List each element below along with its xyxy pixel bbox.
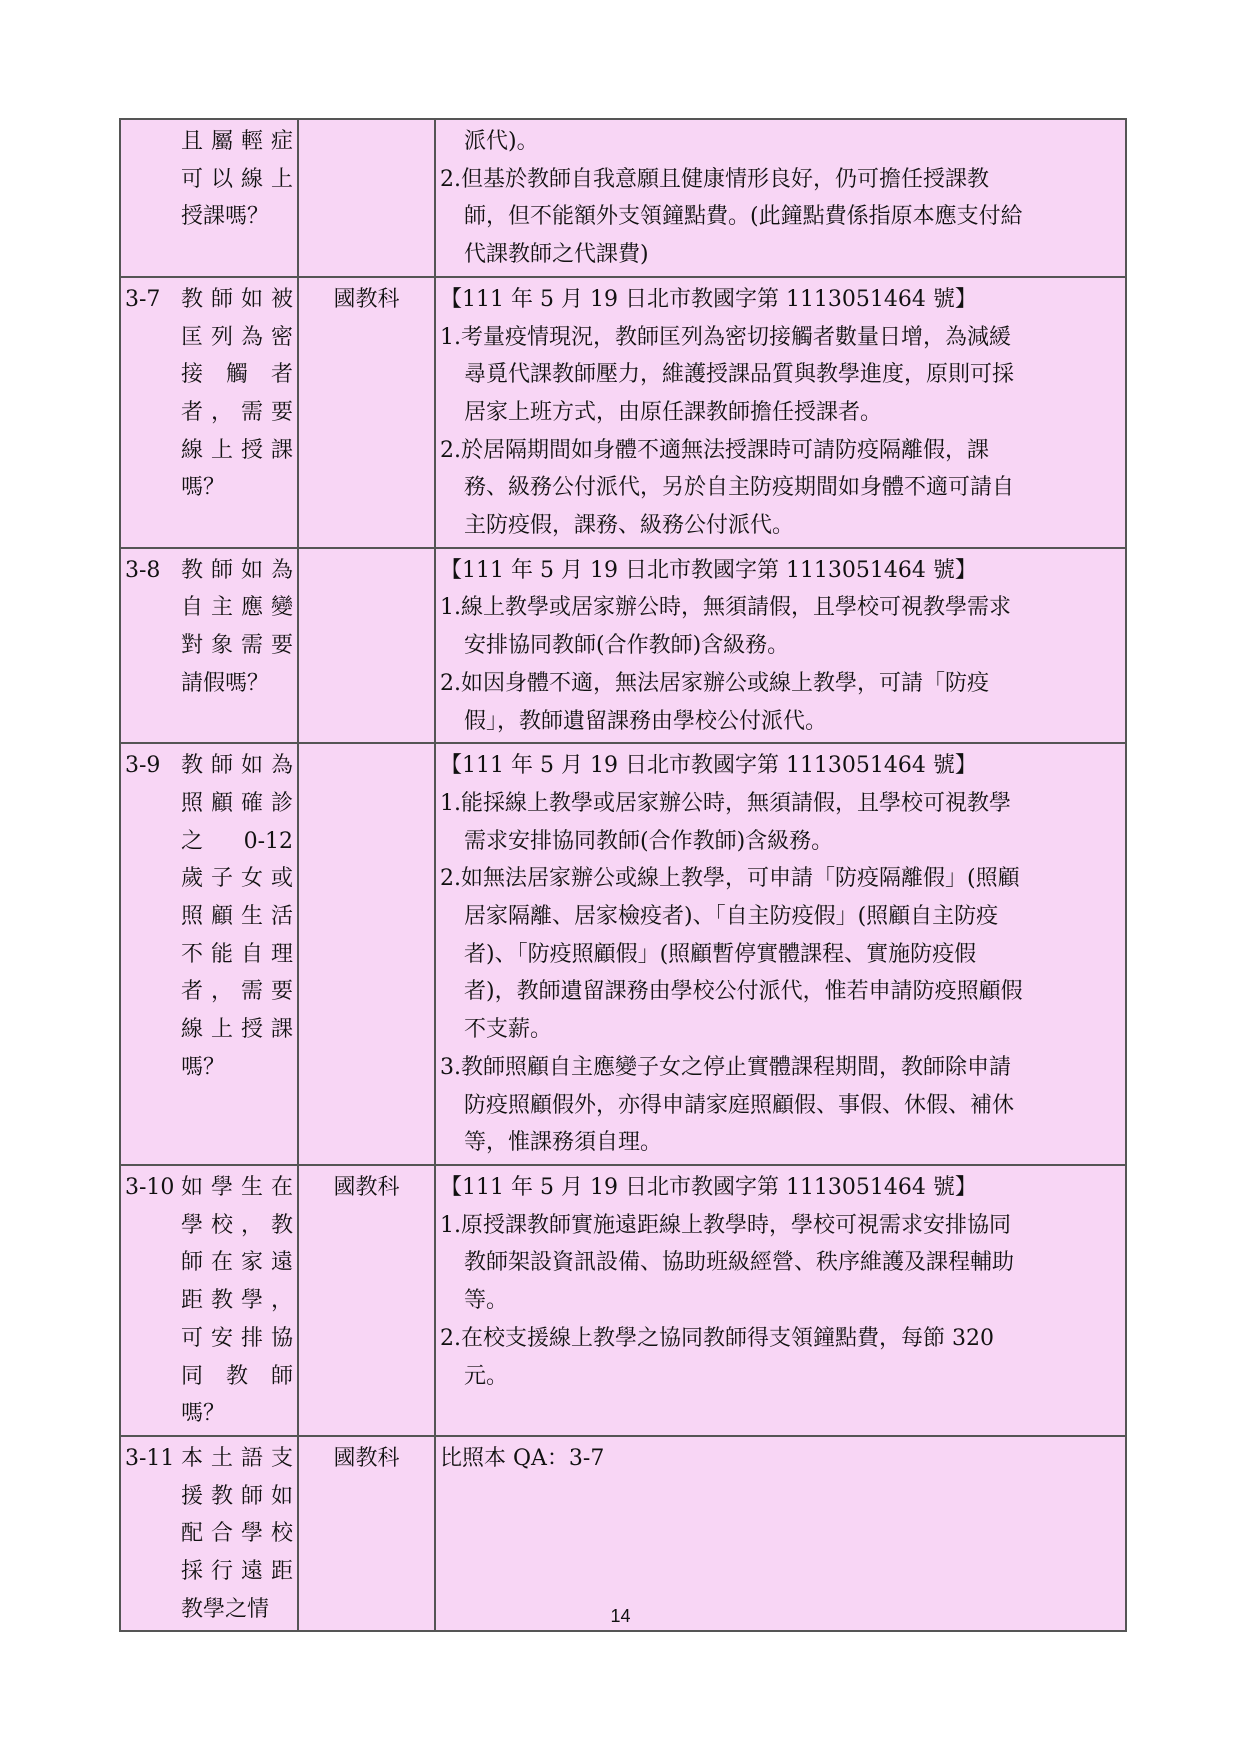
answer-line: 等。	[464, 1288, 509, 1314]
question-id: 3-9	[125, 753, 161, 779]
question-line: 授課嗎？	[181, 204, 270, 230]
answer-line: 2.在校支援線上教學之協同教師得支領鐘點費，每節 320	[440, 1325, 994, 1351]
unit-cell: 國教科	[298, 1436, 435, 1632]
answer-line: 教師架設資訊設備、協助班級經營、秩序維護及課程輔助	[464, 1250, 1015, 1276]
answer-line: 1.能採線上教學或居家辦公時，無須請假，且學校可視教學	[440, 790, 1011, 816]
unit-cell: 國教科	[298, 277, 435, 548]
answer-line: 者)、「防疫照顧假」(照顧暫停實體課程、實施防疫假	[464, 941, 977, 967]
page-number: 14	[610, 1606, 631, 1626]
question-id: 3-7	[125, 286, 161, 312]
qa-row	[120, 1165, 1126, 1436]
question-line: 教師如為	[181, 753, 293, 779]
question-cell	[120, 1165, 298, 1436]
question-line: 可安排協	[181, 1325, 293, 1351]
answer-line: 2.於居隔期間如身體不適無法授課時可請防疫隔離假，課	[440, 437, 989, 463]
answer-line: 1.考量疫情現況，教師匡列為密切接觸者數量日增，為減緩	[440, 324, 1011, 350]
question-line: 教師如被	[181, 286, 293, 312]
question-cell	[120, 277, 298, 548]
answer-line: 【111 年 5 月 19 日北市教國字第 1113051464 號】	[440, 286, 977, 312]
answer-line: 3.教師照顧自主應變子女之停止實體課程期間，教師除申請	[440, 1054, 1011, 1080]
question-line: 不能自理	[181, 941, 293, 967]
answer-line: 師，但不能額外支領鐘點費。(此鐘點費係指原本應支付給	[464, 204, 1023, 230]
question-line: 教師如為	[181, 557, 293, 583]
question-line: 師在家遠	[181, 1250, 293, 1276]
answer-cell	[435, 119, 1126, 277]
question-text	[181, 1440, 293, 1629]
answer-line: 2.但基於教師自我意願且健康情形良好，仍可擔任授課教	[440, 166, 989, 192]
question-line: 同 教 師	[181, 1363, 293, 1389]
question-line: 採行遠距	[181, 1559, 293, 1585]
answer-line: 居家上班方式，由原任課教師擔任授課者。	[464, 399, 883, 425]
question-line: 照顧生活	[181, 904, 293, 930]
answer-cell	[435, 1165, 1126, 1436]
question-line: 匡列為密	[181, 324, 293, 350]
question-line: 如學生在	[181, 1174, 293, 1200]
question-line: 本土語支	[181, 1445, 293, 1471]
question-text	[181, 123, 293, 236]
question-line: 援教師如	[181, 1483, 293, 1509]
qa-row	[120, 1436, 1126, 1632]
question-line: 距教學，	[181, 1288, 293, 1314]
question-text	[181, 1169, 293, 1433]
unit-cell	[298, 119, 435, 277]
question-line: 可以線上	[181, 166, 293, 192]
answer-line: 不支薪。	[464, 1017, 553, 1043]
question-line: 且屬輕症	[181, 129, 293, 154]
answer-line: 2.如無法居家辦公或線上教學，可申請「防疫隔離假」(照顧	[440, 866, 1020, 892]
question-id: 3-8	[125, 557, 161, 583]
question-line: 嗎？	[181, 1401, 226, 1427]
qa-table	[119, 118, 1127, 1632]
answer-line: 尋覓代課教師壓力，維護授課品質與教學進度，原則可採	[464, 362, 1015, 388]
question-line: 者，需要	[181, 399, 293, 425]
question-id	[125, 123, 181, 236]
question-cell	[120, 743, 298, 1165]
answer-line: 比照本 QA：3-7	[440, 1445, 605, 1471]
question-id: 3-11	[125, 1445, 175, 1471]
answer-line: 居家隔離、居家檢疫者)、「自主防疫假」(照顧自主防疫	[464, 904, 999, 930]
answer-line: 派代)。	[464, 129, 539, 154]
question-line: 配合學校	[181, 1521, 293, 1547]
answer-line: 主防疫假，課務、級務公付派代。	[464, 513, 795, 539]
answer-line: 假」，教師遺留課務由學校公付派代。	[464, 708, 828, 734]
answer-line: 安排協同教師(合作教師)含級務。	[464, 633, 790, 659]
question-line: 請假嗎？	[181, 670, 270, 696]
question-line: 線上授課	[181, 1017, 293, 1043]
qa-row	[120, 277, 1126, 548]
answer-line: 等，惟課務須自理。	[464, 1130, 663, 1156]
answer-line: 元。	[464, 1363, 509, 1389]
question-line: 嗎？	[181, 475, 226, 501]
answer-line: 1.線上教學或居家辦公時，無須請假，且學校可視教學需求	[440, 595, 1011, 621]
answer-cell	[435, 1436, 1126, 1632]
qa-row	[120, 548, 1126, 744]
unit-cell: 國教科	[298, 1165, 435, 1436]
question-line: 對象需要	[181, 633, 293, 659]
answer-line: 1.原授課教師實施遠距線上教學時，學校可視需求安排協同	[440, 1212, 1011, 1238]
answer-line: 【111 年 5 月 19 日北市教國字第 1113051464 號】	[440, 753, 977, 779]
answer-line: 【111 年 5 月 19 日北市教國字第 1113051464 號】	[440, 1174, 977, 1200]
answer-cell	[435, 548, 1126, 744]
question-line: 照顧確診	[181, 790, 293, 816]
question-line: 線上授課	[181, 437, 293, 463]
question-line: 歲子女或	[181, 866, 293, 892]
question-line: 學校，教	[181, 1212, 293, 1238]
answer-line: 【111 年 5 月 19 日北市教國字第 1113051464 號】	[440, 557, 977, 583]
question-line: 之 0-12	[181, 828, 293, 854]
question-id: 3-10	[125, 1174, 175, 1200]
answer-line: 2.如因身體不適，無法居家辦公或線上教學，可請「防疫	[440, 670, 989, 696]
answer-line: 者)，教師遺留課務由學校公付派代，惟若申請防疫照顧假	[464, 979, 1023, 1005]
answer-line: 務、級務公付派代，另於自主防疫期間如身體不適可請自	[464, 475, 1015, 501]
question-text	[181, 281, 293, 507]
question-cell	[120, 548, 298, 744]
qa-row	[120, 119, 1126, 277]
question-cell	[120, 119, 298, 277]
question-line: 教學之情	[181, 1596, 270, 1622]
answer-line: 防疫照顧假外，亦得申請家庭照顧假、事假、休假、補休	[464, 1092, 1015, 1118]
question-text	[181, 747, 293, 1086]
question-cell	[120, 1436, 298, 1632]
answer-line: 代課教師之代課費)	[464, 242, 649, 268]
answer-cell	[435, 743, 1126, 1165]
question-text	[181, 552, 293, 703]
unit-cell	[298, 548, 435, 744]
question-line: 接 觸 者	[181, 362, 293, 388]
answer-line: 需求安排協同教師(合作教師)含級務。	[464, 828, 834, 854]
qa-row	[120, 743, 1126, 1165]
unit-cell	[298, 743, 435, 1165]
question-line: 嗎？	[181, 1054, 226, 1080]
question-line: 者，需要	[181, 979, 293, 1005]
question-line: 自主應變	[181, 595, 293, 621]
answer-cell	[435, 277, 1126, 548]
